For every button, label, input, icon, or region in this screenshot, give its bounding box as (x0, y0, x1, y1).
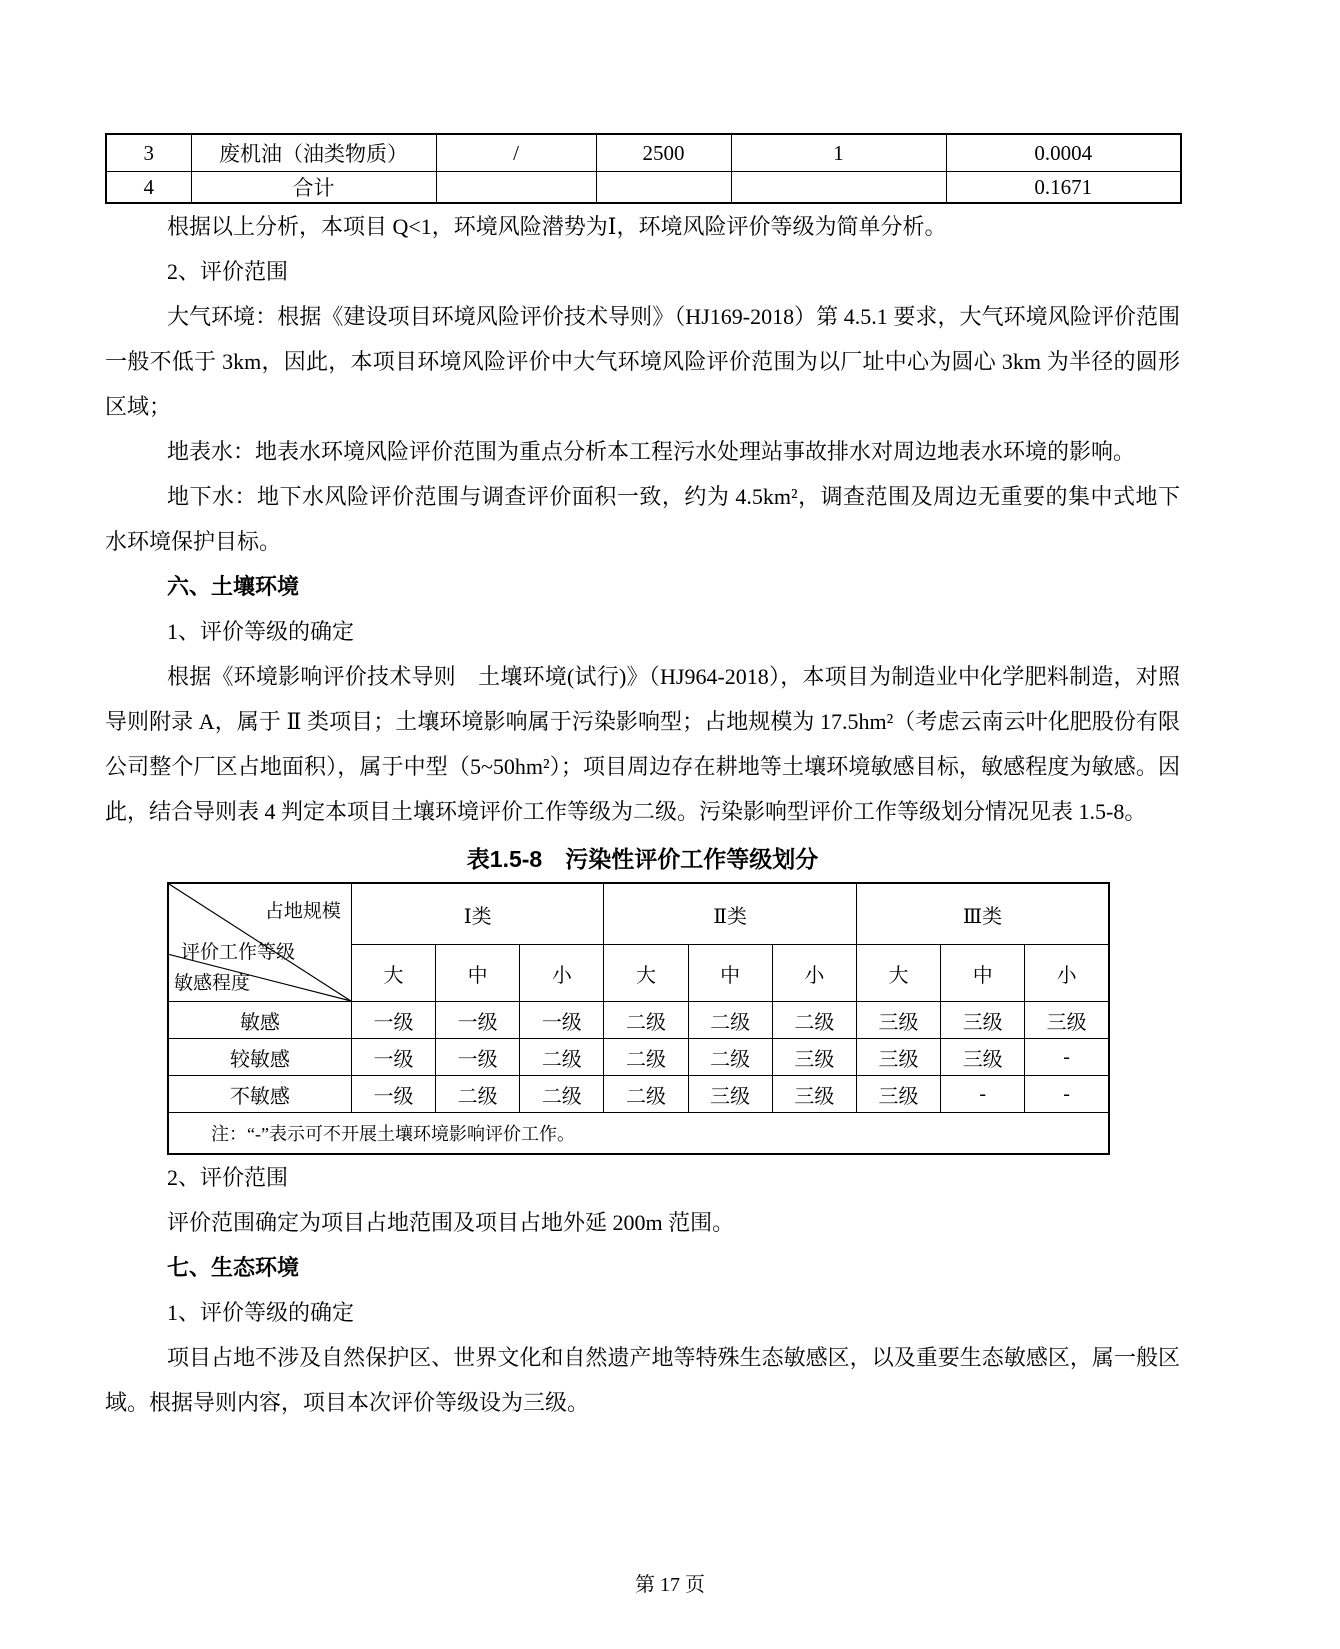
size-header-cell: 中 (688, 945, 772, 1002)
corner-label-land-scale: 占地规模 (264, 901, 341, 922)
value-cell: 0.1671 (946, 172, 1181, 204)
size-header-cell: 小 (772, 945, 856, 1002)
page-number: 第 17 页 (635, 1574, 705, 1596)
subheading-eco-grade: 1、评价等级的确定 (167, 1300, 355, 1325)
pollution-grade-table (167, 882, 1110, 1155)
grade-cell: 三级 (688, 1076, 772, 1113)
grade-cell: 二级 (520, 1039, 604, 1076)
value-cell: 2500 (596, 134, 731, 172)
row-number-cell: 4 (106, 172, 191, 204)
grade-cell: 二级 (604, 1002, 688, 1039)
grade-cell: 一级 (520, 1002, 604, 1039)
subheading-soil-scope: 2、评价范围 (167, 1165, 289, 1190)
paragraph-eco-body: 项目占地不涉及自然保护区、世界文化和自然遗产地等特殊生态敏感区，以及重要生态敏感区，属一般区域。根据导则内容，项目本次评价等级设为三级。 (105, 1345, 1180, 1415)
size-header-cell: 大 (856, 945, 940, 1002)
size-header-cell: 小 (1025, 945, 1109, 1002)
paragraph-surface-water-scope: 地表水：地表水环境风险评价范围为重点分析本工程污水处理站事故排水对周边地表水环境的影响。 (167, 439, 1136, 464)
value-cell (596, 172, 731, 204)
table-row (106, 172, 1181, 204)
value-cell (731, 172, 946, 204)
grade-cell: 三级 (856, 1039, 940, 1076)
section-heading-soil: 六、土壤环境 (167, 574, 300, 599)
value-cell: 0.0004 (946, 134, 1181, 172)
size-header-cell: 大 (351, 945, 435, 1002)
grade-cell: 二级 (436, 1076, 520, 1113)
grade-cell: - (1025, 1039, 1109, 1076)
paragraph-groundwater-scope: 地下水：地下水风险评价范围与调查评价面积一致，约为 4.5km²，调查范围及周边无重要的集中式地下水环境保护目标。 (105, 484, 1180, 554)
grade-cell: 二级 (688, 1039, 772, 1076)
grade-table-title: 表1.5-8 污染性评价工作等级划分 (466, 846, 819, 872)
grade-cell: - (941, 1076, 1025, 1113)
grade-cell: 一级 (351, 1076, 435, 1113)
class-header-cell: Ⅱ类 (604, 883, 857, 945)
subheading-soil-grade: 1、评价等级的确定 (167, 619, 355, 644)
size-header-cell: 中 (941, 945, 1025, 1002)
table-note-row (168, 1113, 1109, 1155)
table-row-not-sensitive (168, 1076, 1109, 1113)
section-heading-ecology: 七、生态环境 (167, 1255, 300, 1280)
grade-cell: 三级 (772, 1039, 856, 1076)
grade-cell: 三级 (1025, 1002, 1109, 1039)
row-label-cell: 不敏感 (168, 1076, 351, 1113)
table-row (106, 134, 1181, 172)
grade-cell: 二级 (520, 1076, 604, 1113)
grade-cell: 二级 (604, 1076, 688, 1113)
table-row-sensitive (168, 1002, 1109, 1039)
size-header-cell: 大 (604, 945, 688, 1002)
value-cell: / (436, 134, 596, 172)
grade-cell: - (1025, 1076, 1109, 1113)
paragraph-air-scope: 大气环境：根据《建设项目环境风险评价技术导则》（HJ169-2018）第 4.5.1 要求，大气环境风险评价范围一般不低于 3km，因此，本项目环境风险评价中大气环境风险评价范围为以厂址中心为圆心 3km 为半径的圆形区域； (105, 304, 1180, 419)
corner-label-sensitivity: 敏感程度 (174, 973, 251, 994)
grade-cell: 一级 (351, 1039, 435, 1076)
paragraph-risk-conclusion: 根据以上分析，本项目 Q<1，环境风险潜势为Ⅰ，环境风险评价等级为简单分析。 (167, 214, 947, 239)
paragraph-soil-scope: 评价范围确定为项目占地范围及项目占地外延 200m 范围。 (167, 1210, 735, 1235)
class-header-cell: Ⅰ类 (351, 883, 604, 945)
table-header-row-class (168, 883, 1109, 945)
paragraph-soil-body: 根据《环境影响评价技术导则 土壤环境(试行)》（HJ964-2018），本项目为制造业中化学肥料制造，对照导则附录 A，属于 Ⅱ 类项目；土壤环境影响属于污染影响型；占地规模为 17.5hm²（考虑云南云叶化肥股份有限公司整个厂区占地面积），属于中型（5~50hm²）；项目周边存在耕地等土壤环境敏感目标，敏感程度为敏感。因此，结合导则表 4 判定本项目土壤环境评价工作等级为二级。污染影响型评价工作等级划分情况见表 1.5-8。 (105, 664, 1180, 824)
row-label-cell: 敏感 (168, 1002, 351, 1039)
table-note-cell: 注：“-”表示可不开展土壤环境影响评价工作。 (168, 1113, 1109, 1155)
substance-name-cell: 废机油（油类物质） (191, 134, 436, 172)
grade-cell: 一级 (436, 1039, 520, 1076)
size-header-cell: 中 (436, 945, 520, 1002)
grade-cell: 二级 (688, 1002, 772, 1039)
row-label-cell: 较敏感 (168, 1039, 351, 1076)
waste-risk-table (105, 133, 1182, 204)
grade-cell: 一级 (436, 1002, 520, 1039)
class-header-cell: Ⅲ类 (856, 883, 1109, 945)
row-number-cell: 3 (106, 134, 191, 172)
grade-cell: 三级 (856, 1076, 940, 1113)
grade-cell: 二级 (772, 1002, 856, 1039)
grade-cell: 三级 (856, 1002, 940, 1039)
table-row-less-sensitive (168, 1039, 1109, 1076)
grade-cell: 一级 (351, 1002, 435, 1039)
subheading-scope: 2、评价范围 (167, 259, 289, 284)
grade-cell: 二级 (604, 1039, 688, 1076)
value-cell: 1 (731, 134, 946, 172)
value-cell (436, 172, 596, 204)
grade-cell: 三级 (772, 1076, 856, 1113)
grade-cell: 三级 (941, 1002, 1025, 1039)
substance-name-cell: 合计 (191, 172, 436, 204)
grade-cell: 三级 (941, 1039, 1025, 1076)
size-header-cell: 小 (520, 945, 604, 1002)
diagonal-corner-cell (168, 883, 351, 1002)
corner-label-work-grade: 评价工作等级 (181, 942, 296, 963)
